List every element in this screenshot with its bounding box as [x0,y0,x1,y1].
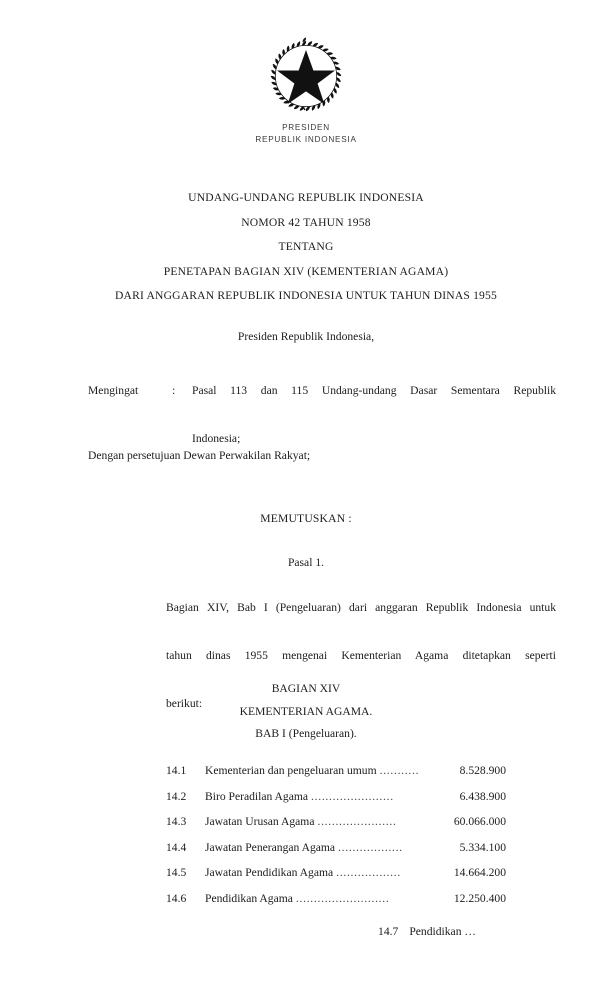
budget-row [166,892,506,918]
considerans-label: Mengingat [88,384,139,397]
budget-row [166,790,506,816]
budget-amount: 5.334.100 [459,840,506,854]
budget-row [166,866,506,892]
budget-dot-leader: ........... [379,764,420,777]
article-heading: Pasal 1. [287,556,325,569]
budget-amount: 60.066.000 [453,815,506,828]
title-line-2: NOMOR 42 TAHUN 1958 [241,215,371,229]
budget-code: 14.3 [166,815,187,828]
document-title [56,186,556,309]
budget-code: 14.4 [166,840,187,854]
budget-dot-leader: .................. [338,840,403,854]
budget-dot-leader: .................. [336,866,401,879]
opening-line: Presiden Republik Indonesia, [237,330,375,343]
approval-line: Dengan persetujuan Dewan Perwakilan Rakyat; [88,449,311,462]
considerans-body [192,379,556,451]
budget-amount: 12.250.400 [453,891,506,905]
emblem-caption-line2: REPUBLIK INDONESIA [255,134,357,144]
budget-row [166,815,506,841]
title-line-4: PENETAPAN BAGIAN XIV (KEMENTERIAN AGAMA) [163,264,449,278]
budget-code: 14.1 [166,764,187,777]
title-line-3: TENTANG [278,240,334,253]
budget-label: Jawatan Pendidikan Agama [205,866,334,879]
article-body-line1: Bagian XIV, Bab I (Pengeluaran) dari anggaran Republik Indonesia untuk [166,601,556,614]
considerans-body-line2: Indonesia; [192,432,241,445]
emblem-block [0,34,612,145]
budget-label: Kementerian dan pengeluaran umum [205,764,377,777]
title-line-1: UNDANG-UNDANG REPUBLIK INDONESIA [188,191,424,204]
budget-row [166,841,506,867]
budget-code: 14.6 [166,891,187,905]
budget-amount: 8.528.900 [459,764,506,777]
section-heading-kementerian: KEMENTERIAN AGAMA. [239,704,373,718]
emblem-caption [0,122,612,145]
budget-label: Jawatan Penerangan Agama [205,840,336,854]
budget-row [166,764,506,790]
budget-label: Jawatan Urusan Agama [205,815,315,828]
article-body-line2: tahun dinas 1955 mengenai Kementerian Agama ditetapkan seperti [166,649,556,662]
budget-dot-leader: ....................... [311,789,394,803]
budget-dot-leader: ...................... [317,815,397,828]
article-body-line3: berikut: [166,697,203,710]
section-heading-bab: BAB I (Pengeluaran). [255,727,357,740]
considerans-row [88,379,556,451]
budget-code: 14.5 [166,866,187,879]
section-heading-bagian: BAGIAN XIV [271,682,341,695]
budget-amount: 14.664.200 [453,866,506,879]
garuda-star-wreath-emblem [264,34,348,118]
considerans-block [88,379,556,451]
section-headings [56,678,556,746]
budget-code: 14.2 [166,789,187,803]
decides-heading: MEMUTUSKAN : [260,512,352,525]
catchword [56,923,476,941]
catchword-text: Pendidikan … [409,925,476,938]
considerans-body-line1: Pasal 113 dan 115 Undang-undang Dasar Sementara Republik [192,384,556,397]
considerans-colon: : [172,384,176,397]
catchword-code: 14.7 [378,925,399,938]
budget-list [166,764,506,917]
budget-amount: 6.438.900 [459,789,506,803]
budget-dot-leader: .......................... [295,891,390,905]
budget-label: Biro Peradilan Agama [205,789,309,803]
title-line-5: DARI ANGGARAN REPUBLIK INDONESIA UNTUK TAHUN DINAS 1955 [114,289,497,302]
emblem-caption-line1: PRESIDEN [282,123,330,132]
budget-label: Pendidikan Agama [205,891,293,905]
